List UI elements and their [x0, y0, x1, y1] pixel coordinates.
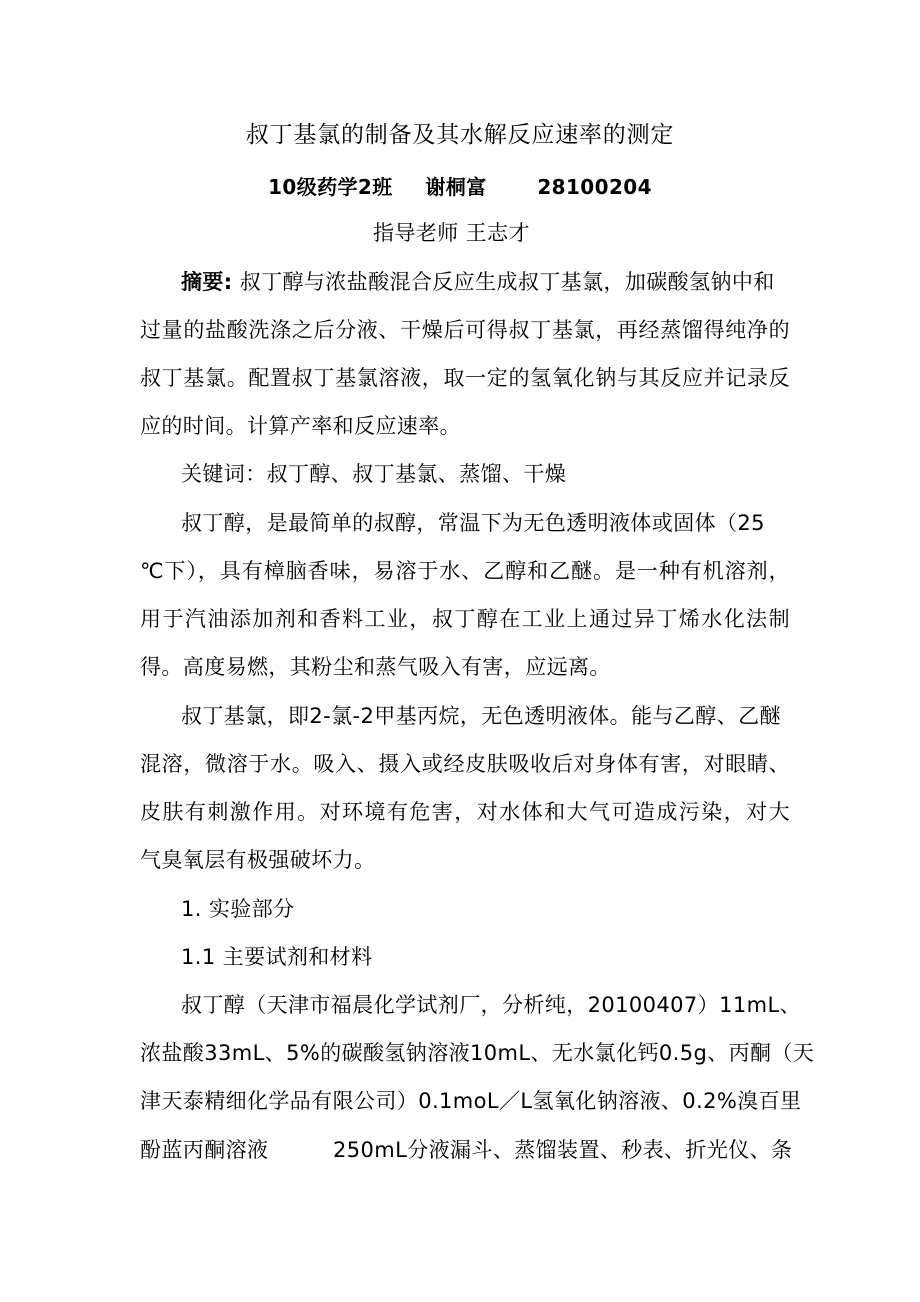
paragraph-line: 250mL分液漏斗、蒸馏装置、秒表、折光仪、条	[333, 1138, 793, 1162]
abstract-line: 过量的盐酸洗涤之后分液、干燥后可得叔丁基氯，再经蒸馏得纯净的	[140, 318, 790, 342]
author-class: 10级药学2班	[268, 175, 393, 199]
document-title: 叔丁基氯的制备及其水解反应速率的测定	[245, 122, 675, 148]
paragraph-line: 皮肤有刺激作用。对环境有危害，对水体和大气可造成污染，对大	[140, 800, 790, 824]
author-line	[0, 173, 920, 201]
paragraph-line: 得。高度易燃，其粉尘和蒸气吸入有害，应远离。	[140, 655, 611, 679]
abstract-label: 摘要:	[181, 270, 233, 294]
paragraph-line: 叔丁醇，是最简单的叔醇，常温下为无色透明液体或固体（25	[181, 511, 765, 535]
abstract-first-line	[181, 268, 775, 296]
subsection-heading: 1.1 主要试剂和材料	[181, 945, 373, 969]
section-heading: 1. 实验部分	[181, 897, 295, 921]
paragraph-line: 叔丁基氯，即2-氯-2甲基丙烷，无色透明液体。能与乙醇、乙醚	[181, 704, 781, 728]
abstract-line: 叔丁基氯。配置叔丁基氯溶液，取一定的氢氧化钠与其反应并记录反	[140, 366, 790, 390]
paragraph-line: 酚蓝丙酮溶液	[140, 1138, 269, 1162]
abstract-line: 应的时间。计算产率和反应速率。	[140, 414, 461, 438]
paragraph-line: 浓盐酸33mL、5%的碳酸氢钠溶液10mL、无水氯化钙0.5g、丙酮（天	[140, 1041, 815, 1065]
keywords-line: 关键词：叔丁醇、叔丁基氯、蒸馏、干燥	[181, 462, 567, 486]
paragraph-line: ℃下），具有樟脑香味，易溶于水、乙醇和乙醚。是一种有机溶剂，	[140, 559, 790, 583]
author-name: 谢桐富	[425, 175, 487, 199]
paragraph-line: 用于汽油添加剂和香料工业，叔丁醇在工业上通过异丁烯水化法制	[140, 607, 790, 631]
advisor-line: 指导老师 王志才	[373, 221, 530, 245]
abstract-line: 叔丁醇与浓盐酸混合反应生成叔丁基氯，加碳酸氢钠中和	[239, 270, 775, 294]
paragraph-line: 气臭氧层有极强破坏力。	[140, 848, 376, 872]
paragraph-line: 津天泰精细化学品有限公司）0.1moL／L氢氧化钠溶液、0.2%溴百里	[140, 1089, 802, 1113]
paragraph-line: 叔丁醇（天津市福晨化学试剂厂，分析纯，20100407）11mL、	[181, 993, 801, 1017]
paragraph-line: 混溶，微溶于水。吸入、摄入或经皮肤吸收后对身体有害，对眼睛、	[140, 752, 790, 776]
student-id: 28100204	[537, 175, 652, 199]
